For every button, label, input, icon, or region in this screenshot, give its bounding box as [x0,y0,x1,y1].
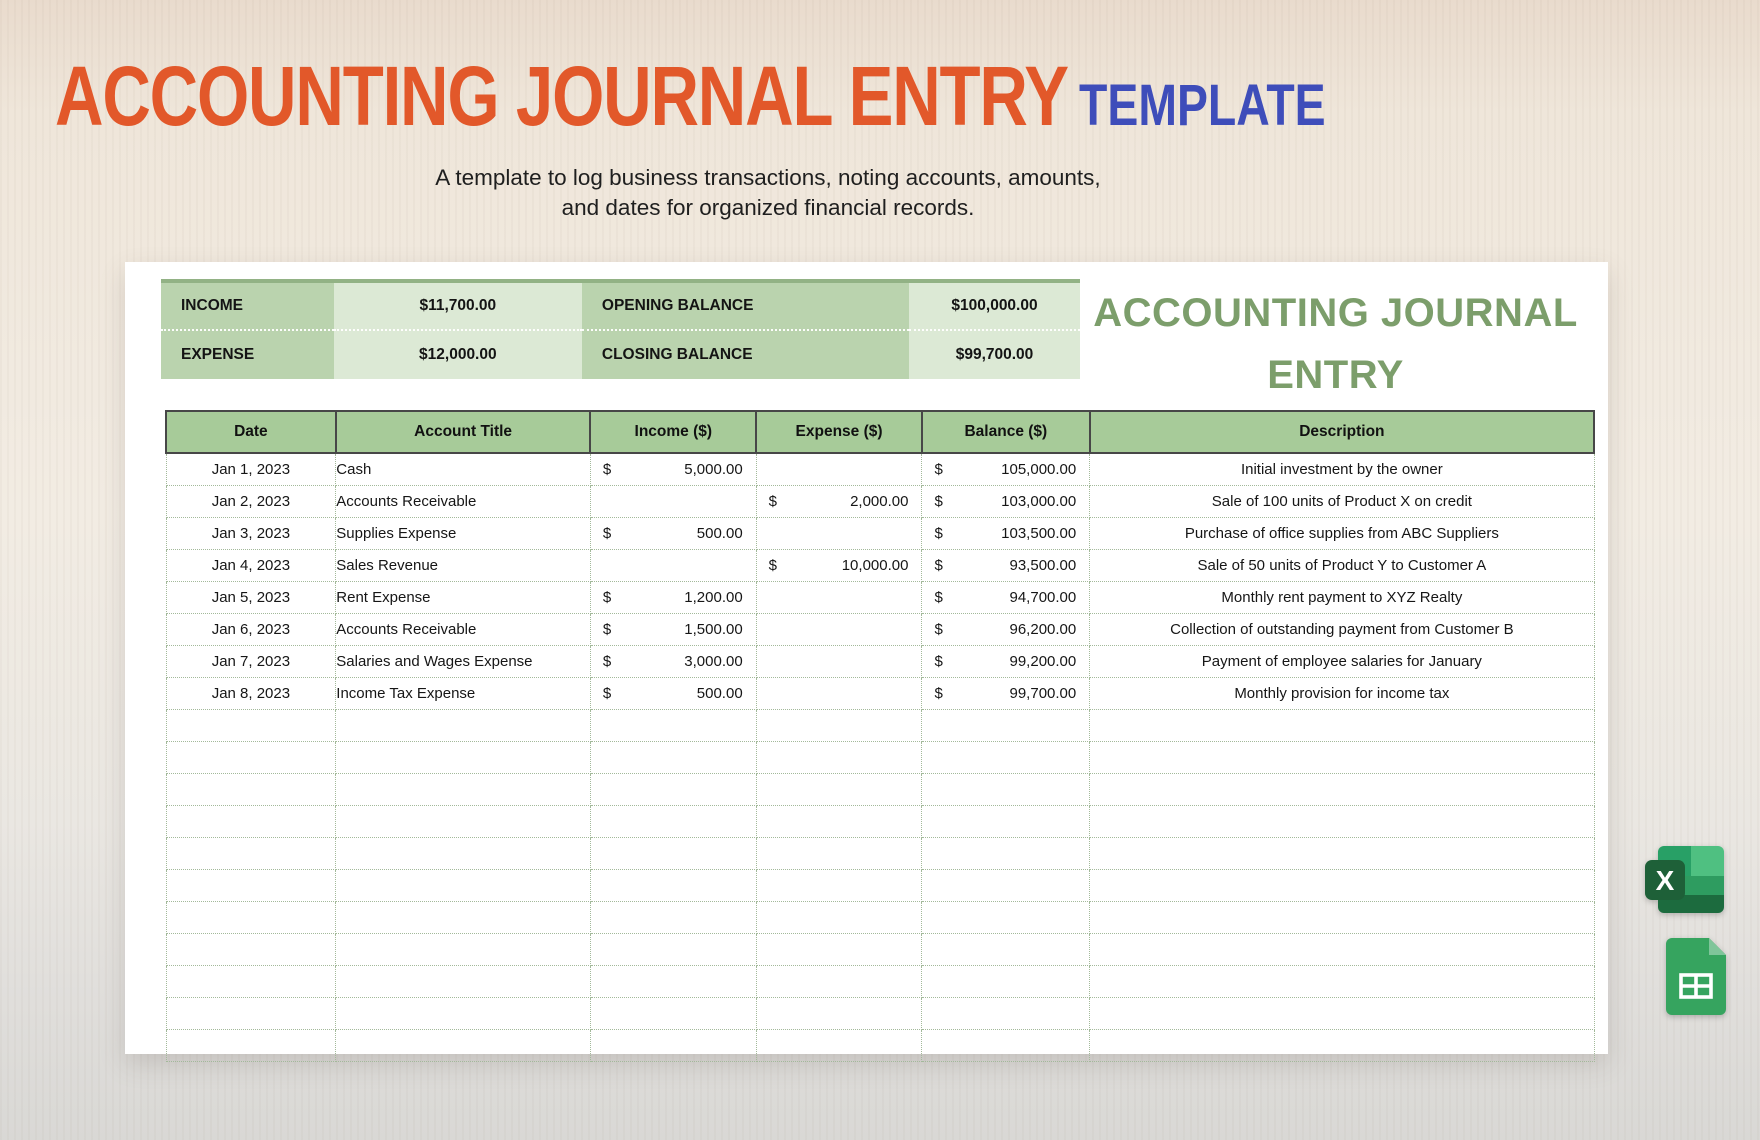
currency-symbol: $ [934,589,943,606]
balance-cell-value: 96,200.00 [1009,621,1077,638]
table-row [166,582,1594,614]
empty-cell [336,806,591,838]
description-cell: Collection of outstanding payment from Customer B [1090,614,1594,646]
empty-cell [336,902,591,934]
table-row [166,678,1594,710]
description-cell: Payment of employee salaries for January [1090,646,1594,678]
account-title-cell: Rent Expense [336,582,591,614]
summary-expense-value: $12,000.00 [334,331,582,379]
empty-cell [922,870,1090,902]
date-cell: Jan 8, 2023 [166,678,336,710]
currency-symbol: $ [934,653,943,670]
sheet-title [1085,282,1586,406]
currency-symbol: $ [768,557,778,574]
currency-symbol: $ [934,461,943,478]
balance-cell [922,518,1090,550]
empty-cell [166,1030,336,1062]
empty-cell [166,966,336,998]
column-header-balance: Balance ($) [922,411,1090,453]
balance-cell-value: 93,500.00 [1009,557,1077,574]
currency-symbol: $ [934,525,943,542]
spreadsheet-card [125,262,1608,1054]
income-cell-value: 500.00 [696,525,743,542]
column-header-date: Date [166,411,336,453]
balance-cell [922,486,1090,518]
empty-cell [166,710,336,742]
journal-table [165,410,1595,1062]
summary-opening-balance-value: $100,000.00 [909,283,1080,331]
income-cell [590,453,756,486]
google-sheets-icon[interactable] [1666,938,1726,1015]
empty-cell [166,934,336,966]
summary-expense-label: EXPENSE [161,331,334,379]
balance-cell-value: 99,200.00 [1009,653,1077,670]
table-row [166,614,1594,646]
empty-row [166,998,1594,1030]
sheet-title-line1: ACCOUNTING JOURNAL [1093,291,1578,335]
empty-cell [922,902,1090,934]
description-cell: Monthly provision for income tax [1090,678,1594,710]
summary-income-label: INCOME [161,283,334,331]
currency-symbol: $ [934,493,943,510]
empty-row [166,774,1594,806]
empty-cell [336,934,591,966]
empty-cell [1090,998,1594,1030]
date-cell: Jan 6, 2023 [166,614,336,646]
empty-cell [1090,710,1594,742]
empty-cell [922,806,1090,838]
empty-cell [756,838,922,870]
empty-cell [336,1030,591,1062]
currency-symbol: $ [602,621,612,638]
empty-cell [336,710,591,742]
page-subtitle-line2: and dates for organized financial records. [561,195,975,220]
empty-cell [756,870,922,902]
empty-cell [922,934,1090,966]
balance-cell-value: 105,000.00 [1001,461,1077,478]
empty-cell [1090,742,1594,774]
expense-cell [756,550,922,582]
expense-cell [756,646,922,678]
description-cell: Monthly rent payment to XYZ Realty [1090,582,1594,614]
currency-symbol: $ [602,685,612,702]
expense-cell [756,678,922,710]
account-title-cell: Accounts Receivable [336,486,591,518]
empty-cell [590,870,756,902]
description-cell: Sale of 50 units of Product Y to Customer A [1090,550,1594,582]
income-cell [590,614,756,646]
account-title-cell: Supplies Expense [336,518,591,550]
balance-cell-value: 99,700.00 [1009,685,1077,702]
table-header-row [166,411,1594,453]
empty-cell [922,1030,1090,1062]
income-cell [590,646,756,678]
svg-text:X: X [1655,865,1675,896]
currency-symbol: $ [602,525,612,542]
empty-cell [1090,774,1594,806]
empty-cell [1090,870,1594,902]
date-cell: Jan 1, 2023 [166,453,336,486]
empty-cell [590,710,756,742]
account-title-cell: Income Tax Expense [336,678,591,710]
date-cell: Jan 7, 2023 [166,646,336,678]
empty-cell [756,774,922,806]
empty-cell [336,998,591,1030]
empty-cell [756,902,922,934]
summary-closing-balance-label: CLOSING BALANCE [582,331,909,379]
empty-cell [756,710,922,742]
empty-cell [756,998,922,1030]
balance-cell [922,582,1090,614]
account-title-cell: Accounts Receivable [336,614,591,646]
empty-cell [336,870,591,902]
empty-row [166,902,1594,934]
column-header-account-title: Account Title [336,411,591,453]
summary-closing-balance-value: $99,700.00 [909,331,1080,379]
empty-cell [590,774,756,806]
empty-row [166,806,1594,838]
empty-cell [336,742,591,774]
empty-cell [922,710,1090,742]
description-cell: Purchase of office supplies from ABC Suppliers [1090,518,1594,550]
expense-cell-value: 2,000.00 [850,493,909,510]
date-cell: Jan 4, 2023 [166,550,336,582]
income-cell-value: 1,500.00 [684,621,743,638]
currency-symbol: $ [602,589,612,606]
income-cell [590,582,756,614]
column-header-description: Description [1090,411,1594,453]
empty-cell [590,742,756,774]
balance-cell [922,550,1090,582]
empty-row [166,710,1594,742]
empty-cell [590,966,756,998]
balance-cell-value: 94,700.00 [1009,589,1077,606]
empty-cell [1090,966,1594,998]
empty-cell [590,838,756,870]
journal-table-body [166,453,1594,1062]
description-cell: Initial investment by the owner [1090,453,1594,486]
page-subtitle-line1: A template to log business transactions, noting accounts, amounts, [435,165,1101,190]
empty-cell [166,902,336,934]
empty-row [166,742,1594,774]
balance-cell [922,678,1090,710]
balance-cell-value: 103,500.00 [1001,525,1077,542]
empty-cell [336,774,591,806]
summary-income-value: $11,700.00 [334,283,582,331]
empty-cell [336,966,591,998]
empty-row [166,838,1594,870]
empty-cell [166,870,336,902]
income-cell [590,486,756,518]
empty-cell [922,838,1090,870]
account-title-cell: Cash [336,453,591,486]
empty-cell [166,774,336,806]
empty-cell [166,838,336,870]
account-title-cell: Salaries and Wages Expense [336,646,591,678]
empty-row [166,934,1594,966]
table-row [166,453,1594,486]
empty-cell [756,806,922,838]
empty-row [166,870,1594,902]
expense-cell [756,614,922,646]
expense-cell [756,582,922,614]
empty-cell [922,966,1090,998]
empty-cell [1090,838,1594,870]
page-title-main: ACCOUNTING JOURNAL ENTRY [55,49,1068,143]
empty-cell [1090,1030,1594,1062]
empty-cell [590,934,756,966]
summary-box [161,279,1080,379]
column-header-income: Income ($) [590,411,756,453]
empty-cell [1090,934,1594,966]
table-row [166,518,1594,550]
empty-row [166,966,1594,998]
table-row [166,486,1594,518]
summary-opening-balance-label: OPENING BALANCE [582,283,909,331]
empty-cell [166,742,336,774]
expense-cell-value: 10,000.00 [841,557,909,574]
empty-cell [166,998,336,1030]
description-cell: Sale of 100 units of Product X on credit [1090,486,1594,518]
currency-symbol: $ [602,653,612,670]
table-row [166,646,1594,678]
balance-cell-value: 103,000.00 [1001,493,1077,510]
empty-cell [336,838,591,870]
expense-cell [756,486,922,518]
empty-cell [756,966,922,998]
income-cell [590,550,756,582]
empty-cell [756,742,922,774]
page-title [55,49,1326,143]
empty-cell [590,806,756,838]
empty-cell [166,806,336,838]
sheet-title-line2: ENTRY [1267,353,1404,397]
empty-cell [1090,902,1594,934]
expense-cell [756,518,922,550]
column-header-expense: Expense ($) [756,411,922,453]
date-cell: Jan 2, 2023 [166,486,336,518]
income-cell [590,518,756,550]
empty-cell [756,934,922,966]
expense-cell [756,453,922,486]
currency-symbol: $ [934,557,943,574]
balance-cell [922,614,1090,646]
empty-cell [1090,806,1594,838]
empty-cell [590,998,756,1030]
empty-cell [922,998,1090,1030]
currency-symbol: $ [768,493,778,510]
format-badges [1645,846,1735,1015]
empty-cell [590,902,756,934]
empty-row [166,1030,1594,1062]
date-cell: Jan 5, 2023 [166,582,336,614]
page-subtitle [0,163,1536,223]
income-cell-value: 500.00 [696,685,743,702]
income-cell-value: 5,000.00 [684,461,743,478]
balance-cell [922,453,1090,486]
table-row [166,550,1594,582]
currency-symbol: $ [934,621,943,638]
excel-icon[interactable] [1645,846,1724,913]
currency-symbol: $ [934,685,943,702]
page-title-suffix: TEMPLATE [1079,73,1326,138]
income-cell-value: 3,000.00 [684,653,743,670]
empty-cell [756,1030,922,1062]
empty-cell [922,774,1090,806]
empty-cell [590,1030,756,1062]
date-cell: Jan 3, 2023 [166,518,336,550]
balance-cell [922,646,1090,678]
account-title-cell: Sales Revenue [336,550,591,582]
income-cell-value: 1,200.00 [684,589,743,606]
currency-symbol: $ [602,461,612,478]
empty-cell [922,742,1090,774]
income-cell [590,678,756,710]
